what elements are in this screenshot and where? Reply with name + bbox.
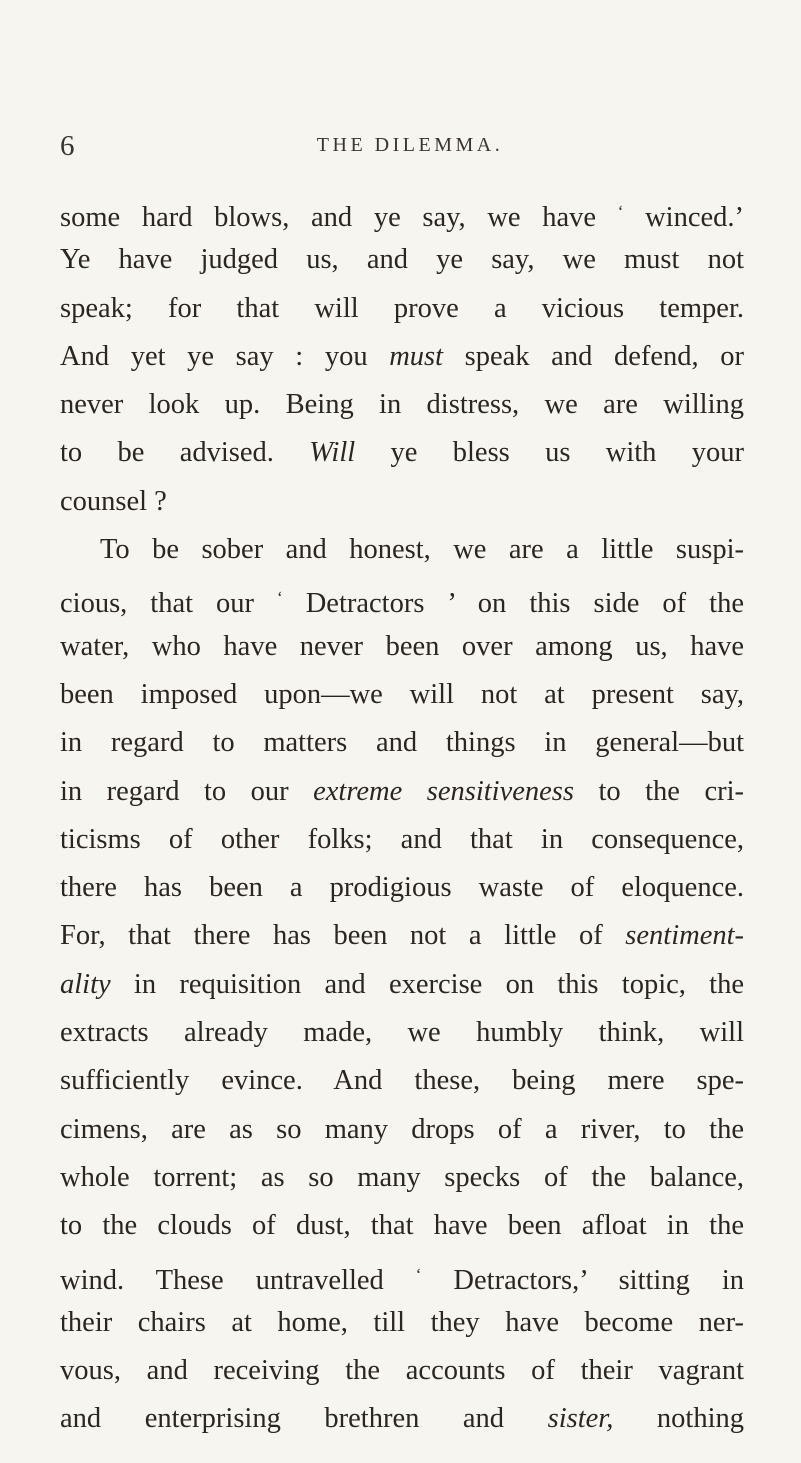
text-segment: Detractors ’ on this side of the xyxy=(282,588,744,620)
text-segment: extracts already made, we humbly think, will xyxy=(60,1017,744,1049)
text-segment: in regard to our xyxy=(60,775,314,807)
text-segment: For, that there has been not a little of xyxy=(60,920,626,952)
page-header xyxy=(60,130,760,170)
text-line xyxy=(60,333,744,381)
text-segment: never look up. Being in distress, we are willing xyxy=(60,389,744,421)
text-line xyxy=(60,912,744,960)
text-segment: winced.’ xyxy=(623,202,744,233)
text-segment: in requisition and exercise on this topic, the xyxy=(110,968,744,1000)
text-line xyxy=(60,623,744,671)
text-line xyxy=(60,478,744,526)
text-segment: whole torrent; as so many specks of the balance, xyxy=(60,1161,744,1193)
text-line xyxy=(60,1347,744,1395)
italic-text: ality xyxy=(60,968,111,1000)
text-segment: to the cri- xyxy=(573,775,744,807)
italic-text: sister, xyxy=(547,1403,614,1435)
text-line xyxy=(60,381,744,429)
text-segment: speak; for that will prove a vicious temper. xyxy=(60,292,744,324)
text-segment: vous, and receiving the accounts of their vagrant xyxy=(60,1355,744,1387)
text-segment: ye bless us with your xyxy=(355,437,744,469)
italic-text: sentiment- xyxy=(625,920,744,952)
text-segment: nothing xyxy=(613,1403,745,1435)
text-line xyxy=(60,574,744,622)
text-line xyxy=(60,816,744,864)
text-segment: some hard blows, and ye say, we have xyxy=(60,202,618,233)
text-line xyxy=(60,1154,744,1202)
text-segment: there has been a prodigious waste of eloquence. xyxy=(60,872,744,904)
text-line xyxy=(60,671,744,719)
text-segment: and enterprising brethren and xyxy=(60,1403,548,1435)
text-line xyxy=(60,429,744,477)
italic-text: Will xyxy=(309,437,356,469)
italic-text: extreme sensitiveness xyxy=(313,775,574,807)
text-line xyxy=(60,1009,744,1057)
text-line xyxy=(60,864,744,912)
text-segment: to be advised. xyxy=(60,437,310,469)
text-segment: to the clouds of dust, that have been afloat in the xyxy=(60,1210,744,1242)
text-segment: speak and defend, or xyxy=(443,340,744,372)
text-line xyxy=(60,1057,744,1105)
text-line xyxy=(60,768,744,816)
text-line xyxy=(60,188,744,236)
text-line xyxy=(60,961,744,1009)
body-text xyxy=(60,188,744,1444)
text-segment: been imposed upon—we will not at present say, xyxy=(60,678,744,710)
text-line xyxy=(60,1299,744,1347)
text-segment: counsel ? xyxy=(60,485,167,517)
quote-mark: ‘ xyxy=(415,1264,422,1284)
text-segment: sufficiently evince. And these, being mere spe- xyxy=(60,1065,744,1097)
text-line xyxy=(60,285,744,333)
italic-text: must xyxy=(389,340,444,372)
text-line xyxy=(60,1106,744,1154)
text-segment: To be sober and honest, we are a little suspi- xyxy=(100,534,744,566)
text-segment: water, who have never been over among us, have xyxy=(60,630,744,662)
text-line xyxy=(60,236,744,284)
text-segment: wind. These untravelled xyxy=(60,1264,416,1296)
quote-mark: ‘ xyxy=(277,588,283,608)
text-segment: cious, that our xyxy=(60,588,278,620)
text-segment: cimens, are as so many drops of a river, to the xyxy=(60,1113,744,1145)
quote-mark: ‘ xyxy=(617,202,624,221)
text-line xyxy=(60,1251,744,1299)
text-line xyxy=(60,1395,744,1443)
text-segment: Ye have judged us, and ye say, we must not xyxy=(60,244,744,276)
text-line xyxy=(60,526,744,574)
text-line xyxy=(60,719,744,767)
page-number: 6 xyxy=(60,130,75,162)
running-head: THE DILEMMA. xyxy=(316,134,504,156)
text-segment: their chairs at home, till they have become ner- xyxy=(60,1306,744,1338)
text-segment: Detractors,’ sitting in xyxy=(421,1264,744,1296)
text-line xyxy=(60,1202,744,1250)
text-segment: And yet ye say : you xyxy=(60,340,390,372)
text-segment: ticisms of other folks; and that in consequence, xyxy=(60,823,744,855)
text-segment: in regard to matters and things in general—but xyxy=(60,727,744,759)
